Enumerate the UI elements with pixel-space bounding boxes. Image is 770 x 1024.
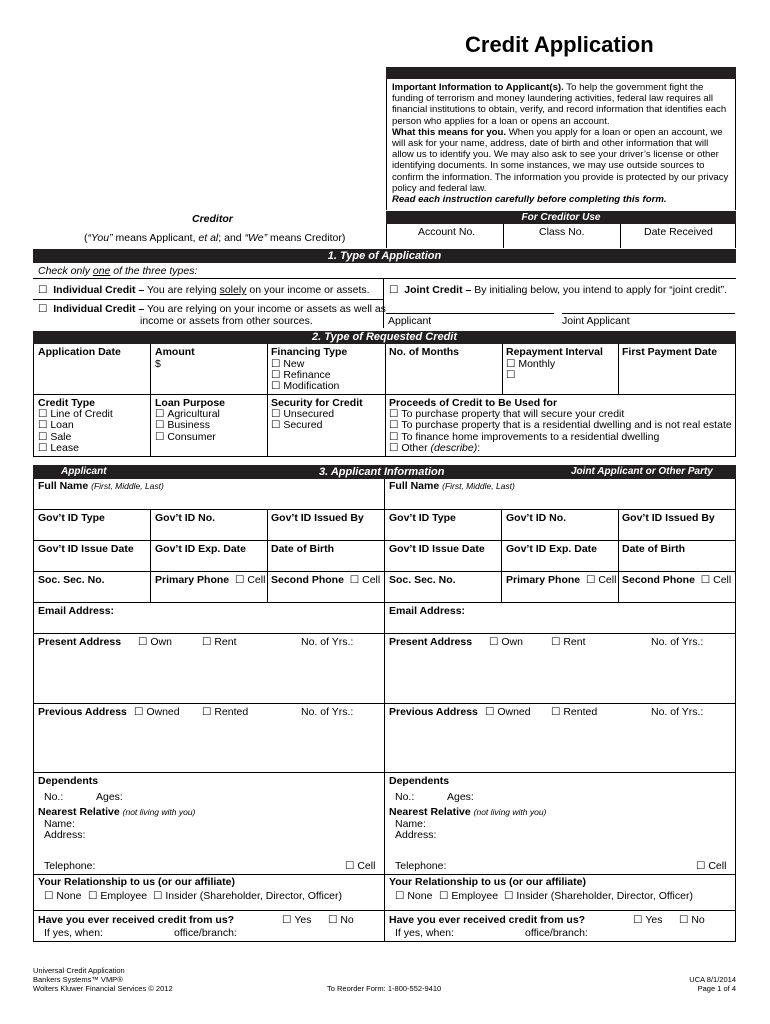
credit-loan-checkbox[interactable]	[38, 419, 74, 431]
ind1-solely: solely	[219, 284, 247, 296]
j-gov-id-exp: Gov’t ID Exp. Date	[506, 543, 598, 555]
individual-credit-solely-checkbox[interactable]	[38, 284, 370, 296]
j-primary-cell-checkbox[interactable]: ☐ Cell	[586, 574, 616, 586]
j-gov-id-issue-date: Gov’t ID Issue Date	[389, 543, 485, 555]
yes-text: Yes	[294, 914, 312, 926]
joint-heading: Joint Applicant or Other Party	[571, 466, 713, 477]
repayment-monthly-label: Monthly	[518, 358, 556, 370]
financing-modification-label: Modification	[283, 380, 340, 392]
a-rel-insider-checkbox[interactable]	[153, 890, 342, 902]
ind1-label: Individual Credit –	[53, 284, 145, 296]
proceeds-other-label: Other	[401, 442, 431, 454]
joint-applicant-initial-label: Joint Applicant	[562, 315, 630, 327]
j-primary-phone	[506, 574, 616, 586]
first-payment-label: First Payment Date	[622, 346, 718, 358]
employee-text: Employee	[451, 890, 499, 902]
a-primary-cell-checkbox[interactable]: ☐ Cell	[235, 574, 265, 586]
creditor-use-header	[386, 211, 736, 224]
section-1-title: 1. Type of Application	[327, 250, 442, 262]
own-text: Own	[501, 636, 523, 648]
a-previous-years: No. of Yrs.:	[301, 706, 354, 718]
ind2-text-2: income or assets from other sources.	[140, 315, 313, 327]
a-gov-id-no: Gov’t ID No.	[155, 512, 216, 524]
a-telephone: Telephone:	[44, 860, 96, 872]
second-phone-text: Second Phone	[622, 574, 695, 586]
application-date-label: Application Date	[38, 346, 121, 358]
no-text: No	[691, 914, 705, 926]
info-body-2: When you apply for a loan or open an account, we will ask for your name, address, date of birth and other information that will allow us to identify you. We may also ask to see your driver’s license or other identifying documents. In some instances, we may use outside sources to confirm the information. The information you provide is protected by our privacy policy and federal law.	[392, 126, 729, 194]
joint-applicant-initial-line[interactable]	[562, 313, 735, 314]
a-owned-checkbox[interactable]	[134, 706, 180, 718]
check-one-word: one	[92, 265, 111, 277]
yes-text: Yes	[645, 914, 663, 926]
purpose-business-checkbox[interactable]	[155, 419, 210, 431]
j-previous-address: Previous Address	[389, 706, 478, 718]
account-no-label: Account No.	[418, 226, 476, 238]
info-instruction: Read each instruction carefully before completing this form.	[392, 194, 667, 206]
purpose-consumer-label: Consumer	[167, 431, 216, 443]
security-secured-checkbox[interactable]	[271, 419, 322, 431]
a-rel-address: Address:	[44, 829, 86, 841]
important-info-block	[392, 82, 732, 205]
credit-sale-label: Sale	[50, 431, 72, 443]
j-rel-name: Name:	[395, 818, 426, 830]
a-dep-ages: Ages:	[96, 791, 123, 803]
a-rel-none-checkbox[interactable]	[44, 890, 81, 902]
financing-new-label: New	[283, 358, 305, 370]
a-rel-name: Name:	[44, 818, 75, 830]
a-primary-phone	[155, 574, 265, 586]
j-rent-checkbox[interactable]	[551, 636, 586, 648]
individual-credit-other-checkbox[interactable]	[38, 303, 386, 315]
date-received-label: Date Received	[644, 226, 713, 238]
a-gov-id-issued-by: Gov’t ID Issued By	[271, 512, 364, 524]
info-heading: Important Information to Applicant(s).	[392, 82, 564, 93]
a-dependents: Dependents	[38, 775, 99, 787]
j-owned-checkbox[interactable]	[485, 706, 531, 718]
a-own-checkbox[interactable]	[138, 636, 172, 648]
section-3-title: 3. Applicant Information	[319, 466, 445, 478]
creditor-end: means Creditor)	[267, 232, 346, 244]
j-dependents: Dependents	[389, 775, 450, 787]
proceeds-other-checkbox[interactable]	[389, 442, 480, 454]
creditor-definition: (“You” means Applicant, et al; and “We” means Creditor)	[84, 232, 346, 244]
no-text: No	[340, 914, 354, 926]
employee-text: Employee	[100, 890, 148, 902]
creditor-mid: means Applicant,	[112, 232, 199, 244]
credit-lease-label: Lease	[50, 442, 79, 454]
credit-lease-checkbox[interactable]	[38, 442, 79, 454]
primary-phone-text: Primary Phone	[155, 574, 230, 586]
j-if-yes: If yes, when:	[395, 927, 454, 939]
a-telephone-cell-checkbox[interactable]	[345, 860, 375, 872]
a-nearest-relative	[38, 806, 195, 818]
proceeds-secure-label: To purchase property that will secure your credit	[401, 408, 625, 420]
j-second-phone	[622, 574, 731, 586]
purpose-business-label: Business	[167, 419, 210, 431]
repayment-other-checkbox[interactable]	[506, 369, 518, 381]
security-unsecured-label: Unsecured	[283, 408, 335, 420]
j-telephone: Telephone:	[395, 860, 447, 872]
j-gov-id-no: Gov’t ID No.	[506, 512, 567, 524]
a-present-address: Present Address	[38, 636, 122, 648]
footer-line-2: Bankers Systems™ VMP®	[33, 975, 123, 984]
section-2-title: 2. Type of Requested Credit	[311, 331, 458, 343]
owned-text: Owned	[497, 706, 531, 718]
ind2-text: You are relying on your income or assets as well as	[144, 303, 386, 315]
applicant-initial-line[interactable]	[386, 313, 554, 314]
footer-page: Page 1 of 4	[697, 984, 736, 993]
own-text: Own	[150, 636, 172, 648]
applicant-initial-label: Applicant	[388, 315, 432, 327]
a-previous-address: Previous Address	[38, 706, 127, 718]
ind1-post: on your income or assets.	[246, 284, 370, 296]
a-dob: Date of Birth	[271, 543, 334, 555]
j-previous-years: No. of Yrs.:	[651, 706, 704, 718]
a-received-credit: Have you ever received credit from us?	[38, 914, 235, 926]
a-rented-checkbox[interactable]	[202, 706, 248, 718]
none-text: None	[407, 890, 433, 902]
j-rel-insider-checkbox[interactable]	[504, 890, 693, 902]
not-living-text: (not living with you)	[473, 807, 547, 817]
a-second-phone	[271, 574, 380, 586]
class-no-label: Class No.	[539, 226, 585, 238]
j-rel-none-checkbox[interactable]	[395, 890, 432, 902]
amount-dollar: $	[155, 358, 161, 370]
j-received-yes-checkbox[interactable]	[633, 914, 662, 926]
j-ssn: Soc. Sec. No.	[389, 574, 456, 586]
full-name-hint: (First, Middle, Last)	[91, 481, 164, 491]
j-rented-checkbox[interactable]	[551, 706, 597, 718]
footer-code: UCA 8/1/2014	[689, 975, 736, 984]
financing-type-label: Financing Type	[271, 346, 348, 358]
full-name-text: Full Name	[389, 480, 440, 492]
proceeds-dwelling-label: To purchase property that is a residential dwelling and is not real estate	[401, 419, 732, 431]
j-present-address: Present Address	[389, 636, 473, 648]
joint-credit-checkbox[interactable]	[389, 284, 727, 296]
footer-line-1: Universal Credit Application	[33, 966, 125, 975]
rent-text: Rent	[563, 636, 586, 648]
j-dep-ages: Ages:	[447, 791, 474, 803]
ind2-label: Individual Credit –	[53, 303, 145, 315]
a-received-yes-checkbox[interactable]	[282, 914, 311, 926]
footer-left	[33, 966, 173, 993]
second-phone-text: Second Phone	[271, 574, 344, 586]
footer-line-3: Wolters Kluwer Financial Services © 2012	[33, 984, 173, 993]
j-rel-employee-checkbox[interactable]	[439, 890, 498, 902]
section-3-header	[33, 465, 736, 479]
j-gov-id-type: Gov’t ID Type	[389, 512, 456, 524]
check-only: Check only	[38, 265, 93, 277]
nearest-relative-text: Nearest Relative	[389, 806, 471, 818]
proceeds-improvements-label: To finance home improvements to a residential dwelling	[401, 431, 660, 443]
nearest-relative-text: Nearest Relative	[38, 806, 120, 818]
a-relationship: Your Relationship to us (or our affiliate)	[38, 876, 235, 888]
j-received-no-checkbox[interactable]	[679, 914, 705, 926]
cell-text: Cell	[357, 860, 376, 872]
proceeds-describe: (describe)	[430, 442, 478, 454]
j-second-cell-checkbox[interactable]: ☐ Cell	[701, 574, 731, 586]
j-dob: Date of Birth	[622, 543, 685, 555]
months-label: No. of Months	[389, 346, 459, 358]
footer-right	[650, 975, 736, 993]
creditor-etal: et al	[198, 232, 219, 244]
j-telephone-cell-checkbox[interactable]	[696, 860, 726, 872]
proceeds-colon: :	[477, 442, 481, 454]
a-email-label: Email Address:	[38, 605, 115, 617]
a-present-years: No. of Yrs.:	[301, 636, 354, 648]
applicant-heading: Applicant	[61, 466, 107, 477]
j-email-label: Email Address:	[389, 605, 466, 617]
joint-label: Joint Credit –	[404, 284, 472, 296]
rented-text: Rented	[214, 706, 249, 718]
creditor-we: “We”	[244, 232, 268, 244]
insider-text: Insider (Shareholder, Director, Officer)	[165, 890, 342, 902]
a-gov-id-type: Gov’t ID Type	[38, 512, 105, 524]
creditor-label: Creditor	[192, 213, 233, 225]
info-header-bar	[386, 67, 736, 79]
credit-type-label: Credit Type	[38, 397, 95, 409]
full-name-text: Full Name	[38, 480, 89, 492]
credit-loan-label: Loan	[50, 419, 74, 431]
j-rel-address: Address:	[395, 829, 437, 841]
financing-modification-checkbox[interactable]	[271, 380, 339, 392]
financing-refinance-label: Refinance	[283, 369, 331, 381]
security-label: Security for Credit	[271, 397, 363, 409]
check-types: of the three types:	[110, 265, 198, 277]
j-nearest-relative	[389, 806, 546, 818]
security-secured-label: Secured	[283, 419, 323, 431]
amount-label: Amount	[155, 346, 195, 358]
a-gov-id-issue-date: Gov’t ID Issue Date	[38, 543, 134, 555]
j-relationship: Your Relationship to us (or our affiliate)	[389, 876, 586, 888]
cell-text: Cell	[708, 860, 727, 872]
a-office: office/branch:	[174, 927, 237, 939]
j-received-credit: Have you ever received credit from us?	[389, 914, 586, 926]
credit-line-label: Line of Credit	[50, 408, 113, 420]
ind1-pre: You are relying	[144, 284, 220, 296]
rent-text: Rent	[214, 636, 237, 648]
joint-text: By initialing below, you intend to apply for “joint credit”.	[471, 284, 727, 296]
j-dep-no: No.:	[395, 791, 415, 803]
primary-phone-text: Primary Phone	[506, 574, 581, 586]
joint-full-name-label	[389, 480, 515, 492]
footer-reorder: To Reorder Form: 1-800-552-9410	[327, 984, 442, 993]
info-heading-2: What this means for you.	[392, 126, 507, 138]
a-received-no-checkbox[interactable]	[328, 914, 354, 926]
applicant-full-name-label	[38, 480, 164, 492]
info-body-1: To help the government fight the funding of terrorism and money laundering activities, federal law requires all financial institutions to obtain, verify, and record information that identifies each person who applies for a loan or opens an account.	[392, 82, 727, 127]
full-name-hint: (First, Middle, Last)	[442, 481, 515, 491]
check-one-note	[38, 265, 197, 277]
j-own-checkbox[interactable]	[489, 636, 523, 648]
section-1-header	[33, 249, 736, 263]
a-ssn: Soc. Sec. No.	[38, 574, 105, 586]
insider-text: Insider (Shareholder, Director, Officer)	[516, 890, 693, 902]
proceeds-label: Proceeds of Credit to Be Used for	[389, 397, 558, 409]
a-if-yes: If yes, when:	[44, 927, 103, 939]
page-title: Credit Application	[465, 32, 654, 57]
a-second-cell-checkbox[interactable]: ☐ Cell	[350, 574, 380, 586]
a-rel-employee-checkbox[interactable]	[88, 890, 147, 902]
j-present-years: No. of Yrs.:	[651, 636, 704, 648]
creditor-use-title: For Creditor Use	[521, 212, 601, 223]
a-rent-checkbox[interactable]	[202, 636, 237, 648]
section-2-header	[33, 331, 736, 344]
a-gov-id-exp: Gov’t ID Exp. Date	[155, 543, 247, 555]
j-gov-id-issued-by: Gov’t ID Issued By	[622, 512, 715, 524]
proceeds-dwelling-checkbox[interactable]	[389, 419, 732, 431]
none-text: None	[56, 890, 82, 902]
rented-text: Rented	[563, 706, 598, 718]
j-office: office/branch:	[525, 927, 588, 939]
purpose-agricultural-label: Agricultural	[167, 408, 220, 420]
not-living-text: (not living with you)	[122, 807, 196, 817]
purpose-consumer-checkbox[interactable]	[155, 431, 216, 443]
owned-text: Owned	[146, 706, 180, 718]
a-dep-no: No.:	[44, 791, 64, 803]
repayment-label: Repayment Interval	[506, 346, 603, 358]
loan-purpose-label: Loan Purpose	[155, 397, 226, 409]
creditor-you: “You”	[87, 232, 113, 244]
creditor-mid2: ; and	[218, 232, 245, 244]
